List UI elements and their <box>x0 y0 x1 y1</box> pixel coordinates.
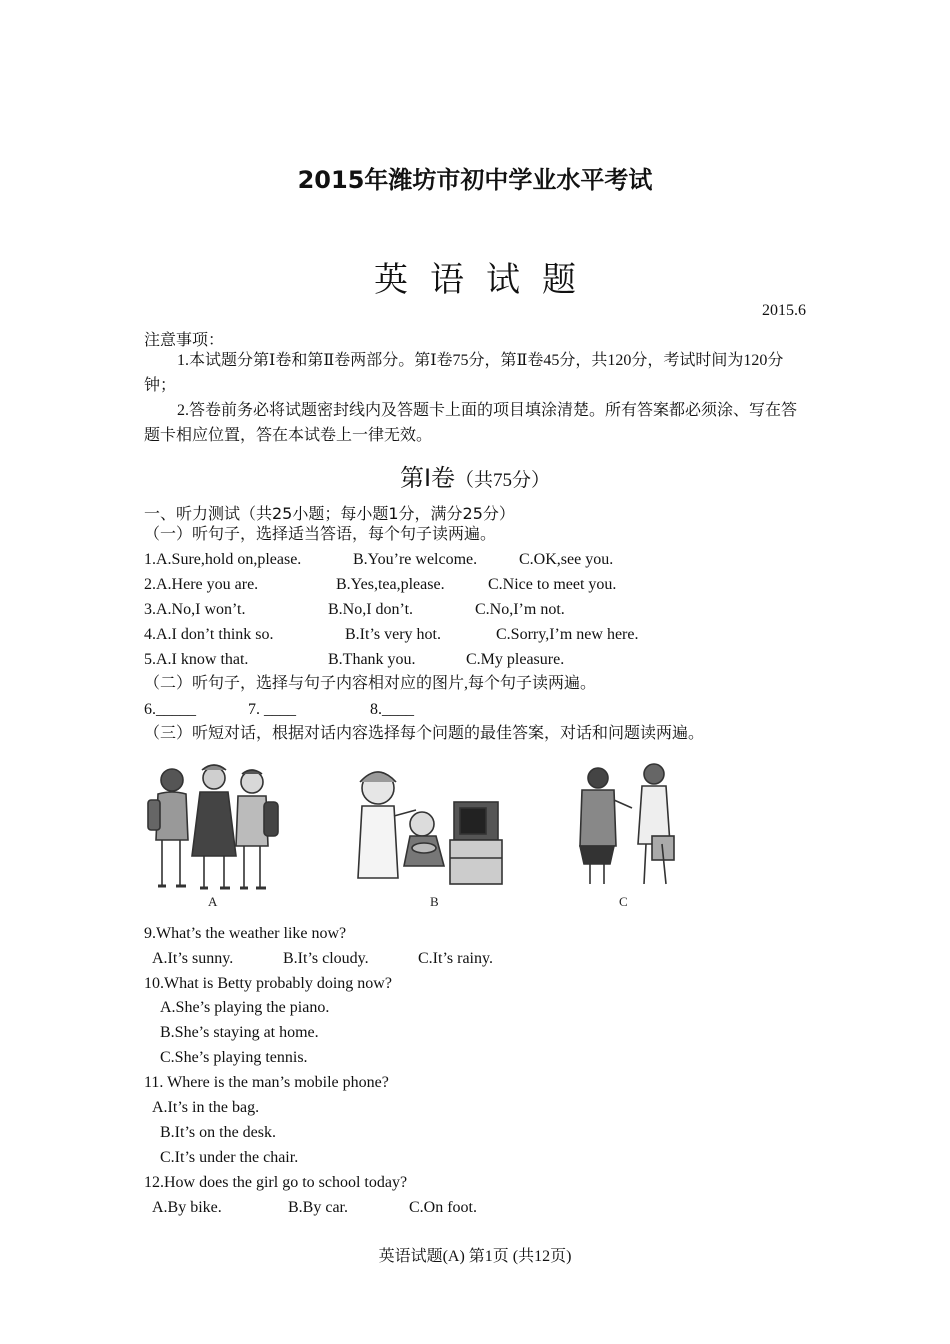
part1-title <box>0 458 950 493</box>
q12-option-b: B.By car. <box>288 1199 348 1216</box>
q1-option-a: 1.A.Sure,hold on,please. <box>144 551 302 568</box>
part1-title-text: 第Ⅰ卷 <box>399 464 456 492</box>
q1-option-c: C.OK,see you. <box>519 551 614 568</box>
q12-option-c: C.On foot. <box>409 1199 477 1216</box>
blank-6: 6._____ <box>144 701 196 718</box>
notice-heading: 注意事项： <box>144 330 225 349</box>
notice-item-1: 1.本试题分第Ⅰ卷和第Ⅱ卷两部分。第Ⅰ卷75分，第Ⅱ卷45分，共120分，考试时间为120分钟； <box>144 352 784 394</box>
q1-option-b: B.You’re welcome. <box>353 551 478 568</box>
q4-option-a: 4.A.I don’t think so. <box>144 626 274 643</box>
q9-option-b: B.It’s cloudy. <box>283 950 369 967</box>
q3-option-c: C.No,I’m not. <box>475 601 565 618</box>
q12-option-a: A.By bike. <box>152 1199 222 1216</box>
blank-8: 8.____ <box>370 701 414 718</box>
q5-option-c: C.My pleasure. <box>466 651 565 668</box>
q2-option-c: C.Nice to meet you. <box>488 576 617 593</box>
q9-option-c: C.It’s rainy. <box>418 950 493 967</box>
exam-title: 2015年潍坊市初中学业水平考试 <box>297 166 653 194</box>
exam-date: 2015.6 <box>762 302 806 319</box>
q9-option-a: A.It’s sunny. <box>152 950 234 967</box>
picture-b-label: B <box>430 894 439 909</box>
picture-a-children-with-backpacks <box>144 760 284 910</box>
q3-option-b: B.No,I don’t. <box>328 601 414 618</box>
q10-stem: 10.What is Betty probably doing now? <box>144 975 392 992</box>
question-row-4 <box>144 625 844 645</box>
question-row-1 <box>144 550 844 570</box>
question-row-2 <box>144 575 844 595</box>
q10-option-a: A.She’s playing the piano. <box>160 999 330 1016</box>
q5-option-b: B.Thank you. <box>328 651 416 668</box>
page-footer: 英语试题(A) 第1页 (共12页) <box>378 1248 572 1265</box>
section1-sub1: （一）听句子，选择适当答语，每个句子读两遍。 <box>144 526 497 543</box>
q3-option-a: 3.A.No,I won’t. <box>144 601 246 618</box>
q2-option-b: B.Yes,tea,please. <box>336 576 445 593</box>
part1-score: （共75分） <box>455 470 551 491</box>
q10-option-b: B.She’s staying at home. <box>160 1024 319 1041</box>
q11-option-c: C.It’s under the chair. <box>160 1149 299 1166</box>
q9-options <box>152 949 652 969</box>
q2-option-a: 2.A.Here you are. <box>144 576 259 593</box>
q12-stem: 12.How does the girl go to school today? <box>144 1174 408 1191</box>
picture-a-label: A <box>208 894 218 909</box>
picture-c-two-women-talking <box>570 760 690 892</box>
q4-option-c: C.Sorry,I’m new here. <box>496 626 639 643</box>
q11-stem: 11. Where is the man’s mobile phone? <box>144 1074 389 1091</box>
q12-options <box>152 1198 652 1218</box>
question-row-5 <box>144 650 844 670</box>
section1-heading: 一、听力测试（共25小题；每小题1分，满分25分） <box>144 504 515 523</box>
q5-option-a: 5.A.I know that. <box>144 651 249 668</box>
section1-sub2: （二）听句子，选择与句子内容相对应的图片,每个句子读两遍。 <box>144 675 597 692</box>
q10-option-c: C.She’s playing tennis. <box>160 1049 308 1066</box>
section1-sub3: （三）听短对话，根据对话内容选择每个问题的最佳答案，对话和问题读两遍。 <box>144 725 705 742</box>
q11-option-a: A.It’s in the bag. <box>152 1099 260 1116</box>
q4-option-b: B.It’s very hot. <box>345 626 441 643</box>
q11-option-b: B.It’s on the desk. <box>160 1124 276 1141</box>
question-row-3 <box>144 600 844 620</box>
notice-item-2: 2.答卷前务必将试题密封线内及答题卡上面的项目填涂清楚。所有答案都必须涂、写在答题卡相应位置，答在本试卷上一律无效。 <box>144 402 798 444</box>
picture-b-family-watching-tv <box>348 762 508 892</box>
picture-c-label: C <box>619 894 628 909</box>
blank-row <box>144 700 544 720</box>
blank-7: 7. ____ <box>248 701 296 718</box>
q9-stem: 9.What’s the weather like now? <box>144 925 347 942</box>
subject-title: 英语试题 <box>374 260 598 300</box>
